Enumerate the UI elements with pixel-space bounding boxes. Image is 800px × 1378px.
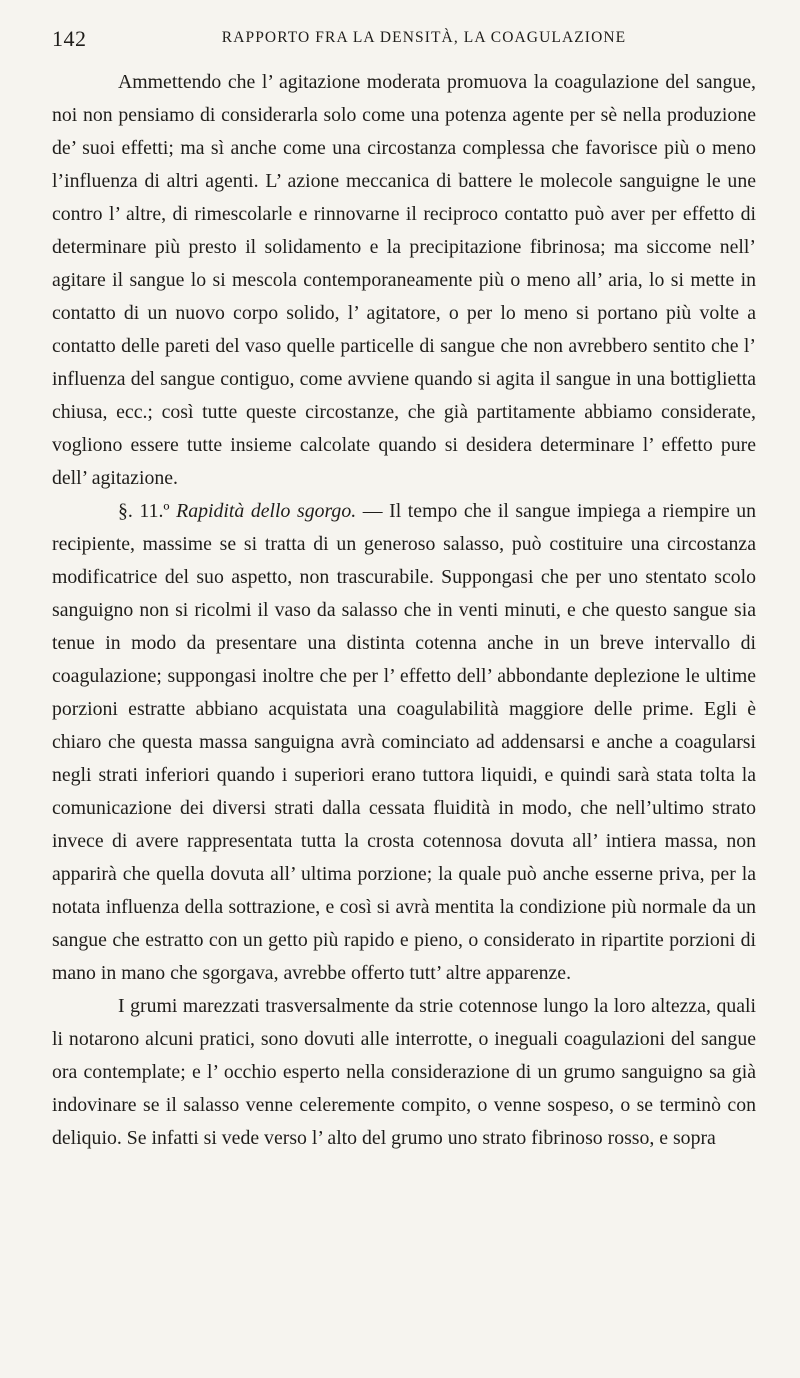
section-title: Rapidità dello sgorgo. xyxy=(176,500,357,522)
section-body: — Il tempo che il sangue impiega a riempire un recipiente, massime se si tratta di un generoso salasso, può costituire una circostanza modificatrice del suo aspetto, non trascurabile. Suppongasi che per uno stentato scolo sanguigno non si ricolmi il vaso da salasso che in venti minuti, e che questo sangue sia tenue in modo da presentare una distinta cotenna anche in un breve intervallo di coagulazione; suppongasi inoltre che per l’ effetto dell’ abbondante deplezione le ultime porzioni estratte abbiano acquistata una coagulabilità maggiore delle prime. Egli è chiaro che questa massa sanguigna avrà cominciato ad addensarsi e anche a coagularsi negli strati inferiori quando i superiori erano tuttora liquidi, e quindi sarà stata tolta la comunicazione dei diversi strati dalla cessata fluidità in modo, che nell’ultimo strato invece di avere rappresentata tutta la crosta cotennosa dovuta all’ intiera massa, non apparirà che quella dovuta all’ ultima porzione; la quale può anche esserne priva, per la notata influenza della sottrazione, e così si avrà mentita la condizione più normale da un sangue che estratto con un getto più rapido e pieno, o considerato in ripartite porzioni di mano in mano che sgorgava, avrebbe offerto tutt’ altre apparenze. xyxy=(52,500,756,984)
paragraph-rapidita-sgorgo xyxy=(52,495,756,990)
section-number: §. 11.º xyxy=(118,500,170,522)
page-number: 142 xyxy=(52,26,87,51)
running-head: RAPPORTO FRA LA DENSITÀ, LA COAGULAZIONE xyxy=(221,29,627,46)
page-header xyxy=(52,26,756,66)
paragraph-grumi-marezzati: I grumi marezzati trasversalmente da strie cotennose lungo la loro altezza, quali li notarono alcuni pratici, sono dovuti alle interrotte, o ineguali coagulazioni del sangue ora contemplate; e l’ occhio esperto nella considerazione di un grumo sanguigno sa già indovinare se il salasso venne celeremente compito, o venne sospeso, o se terminò con deliquio. Se infatti si vede verso l’ alto del grumo uno strato fibrinoso rosso, e sopra xyxy=(52,995,756,1149)
paragraph-agitazione: Ammettendo che l’ agitazione moderata promuova la coagulazione del sangue, noi non pensiamo di considerarla solo come una potenza agente per sè nella produzione de’ suoi effetti; ma sì anche come una circostanza complessa che favorisce più o meno l’influenza di altri agenti. L’ azione meccanica di battere le molecole sanguigne le une contro l’ altre, di rimescolarle e rinnovarne il reciproco contatto può aver per effetto di determinare più presto il solidamento e la precipitazione fibrinosa; ma siccome nell’ agitare il sangue lo si mescola contemporaneamente più o meno all’ aria, lo si mette in contatto di un nuovo corpo solido, l’ agitatore, o per lo meno si portano più volte a contatto delle pareti del vaso quelle particelle di sangue che non avrebbero sentito che l’ influenza del sangue contiguo, come avviene quando si agita il sangue in una bottiglietta chiusa, ecc.; così tutte queste circostanze, che già partitamente abbiamo considerate, vogliono essere tutte insieme calcolate quando si desidera determinare l’ effetto pure dell’ agitazione. xyxy=(52,71,756,489)
body-text xyxy=(52,66,756,1155)
